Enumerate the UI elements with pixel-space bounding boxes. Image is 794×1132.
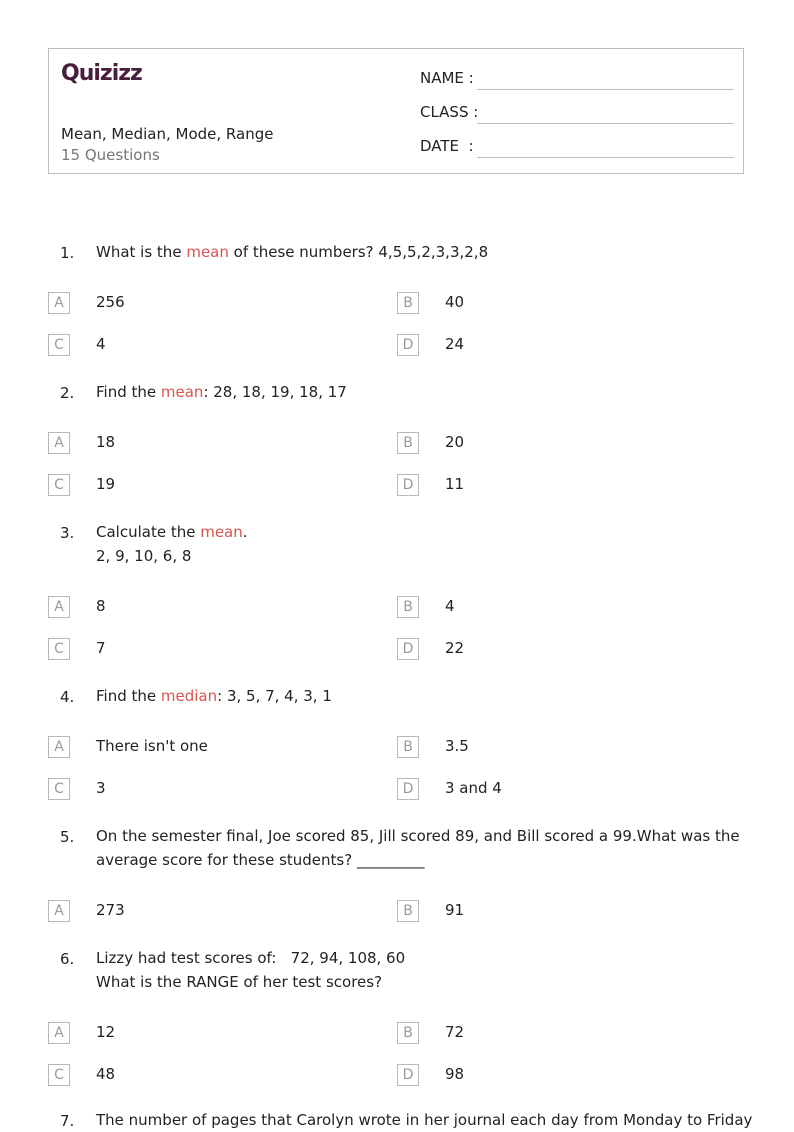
question-text-line: average score for these students? _________ (96, 851, 425, 869)
option-text: 4 (445, 597, 455, 615)
option-letter-box[interactable]: B (397, 1022, 419, 1044)
option-letter-box[interactable]: A (48, 736, 70, 758)
option-text: 3.5 (445, 737, 469, 755)
option-letter-box[interactable]: C (48, 778, 70, 800)
option-text: 4 (96, 335, 106, 353)
option-b[interactable] (397, 736, 697, 760)
option-letter-box[interactable]: D (397, 778, 419, 800)
question-text (96, 1108, 753, 1132)
question-text-line: Lizzy had test scores of: 72, 94, 108, 60 (96, 949, 406, 967)
quizizz-logo-text: Quizizz (61, 61, 142, 86)
option-letter-box[interactable]: D (397, 638, 419, 660)
option-a[interactable] (48, 736, 348, 760)
question-text-line: Find the median: 3, 5, 7, 4, 3, 1 (96, 687, 332, 705)
option-letter-box[interactable]: C (48, 638, 70, 660)
highlighted-term: mean (160, 383, 204, 401)
option-text: 91 (445, 901, 465, 919)
option-text: 72 (445, 1023, 465, 1041)
option-text: 98 (445, 1065, 465, 1083)
option-b[interactable] (397, 432, 697, 456)
option-text: 20 (445, 433, 465, 451)
question-text-line: What is the mean of these numbers? 4,5,5,2,3,3,2,8 (96, 243, 489, 261)
question-number: 1. (60, 244, 75, 262)
quizizz-logo (61, 57, 153, 87)
option-text: 273 (96, 901, 125, 919)
question-text-line: Calculate the mean. (96, 523, 248, 541)
option-letter-box[interactable]: B (397, 900, 419, 922)
option-c[interactable] (48, 778, 348, 802)
question-number: 4. (60, 688, 75, 706)
option-c[interactable] (48, 334, 348, 358)
question-text (96, 520, 746, 568)
option-b[interactable] (397, 292, 697, 316)
option-text: 3 (96, 779, 106, 797)
option-d[interactable] (397, 778, 697, 802)
question-number: 7. (60, 1112, 75, 1130)
option-text: 256 (96, 293, 125, 311)
highlighted-term: median (160, 687, 218, 705)
question-text (96, 380, 746, 404)
option-letter-box[interactable]: C (48, 1064, 70, 1086)
option-b[interactable] (397, 1022, 697, 1046)
option-text: 12 (96, 1023, 116, 1041)
option-a[interactable] (48, 292, 348, 316)
option-c[interactable] (48, 638, 348, 662)
highlighted-term: mean (200, 523, 243, 541)
option-a[interactable] (48, 596, 348, 620)
question-text (96, 684, 746, 708)
question-number: 5. (60, 828, 75, 846)
option-letter-box[interactable]: D (397, 474, 419, 496)
option-text: 22 (445, 639, 465, 657)
option-letter-box[interactable]: A (48, 900, 70, 922)
question-text-line: Find the mean: 28, 18, 19, 18, 17 (96, 383, 347, 401)
option-letter-box[interactable]: D (397, 1064, 419, 1086)
option-d[interactable] (397, 334, 697, 358)
question-text-line: The number of pages that Carolyn wrote in her journal each day from Monday to Friday (96, 1111, 753, 1129)
date-label: DATE : (420, 137, 474, 155)
option-a[interactable] (48, 1022, 348, 1046)
question-count: 15 Questions (61, 146, 160, 164)
option-d[interactable] (397, 1064, 697, 1088)
option-text: 24 (445, 335, 465, 353)
option-b[interactable] (397, 596, 697, 620)
option-text: 48 (96, 1065, 116, 1083)
option-text: There isn't one (96, 737, 208, 755)
option-letter-box[interactable]: B (397, 292, 419, 314)
worksheet-header (48, 48, 744, 174)
option-c[interactable] (48, 1064, 348, 1088)
option-letter-box[interactable]: A (48, 596, 70, 618)
option-text: 18 (96, 433, 116, 451)
name-label: NAME : (420, 69, 474, 87)
date-field (420, 137, 734, 157)
worksheet-title: Mean, Median, Mode, Range (61, 125, 274, 143)
question-text-line: 2, 9, 10, 6, 8 (96, 547, 192, 565)
name-line[interactable] (477, 89, 734, 90)
highlighted-term: mean (186, 243, 229, 261)
option-letter-box[interactable]: B (397, 432, 419, 454)
option-a[interactable] (48, 432, 348, 456)
class-line[interactable] (477, 123, 734, 124)
option-b[interactable] (397, 900, 697, 924)
question-number: 3. (60, 524, 75, 542)
option-letter-box[interactable]: C (48, 474, 70, 496)
option-letter-box[interactable]: D (397, 334, 419, 356)
option-letter-box[interactable]: A (48, 432, 70, 454)
option-a[interactable] (48, 900, 348, 924)
name-field (420, 69, 734, 89)
option-text: 11 (445, 475, 465, 493)
option-letter-box[interactable]: A (48, 1022, 70, 1044)
question-number: 6. (60, 950, 75, 968)
option-letter-box[interactable]: A (48, 292, 70, 314)
option-letter-box[interactable]: C (48, 334, 70, 356)
option-d[interactable] (397, 638, 697, 662)
option-text: 8 (96, 597, 106, 615)
date-line[interactable] (477, 157, 734, 158)
question-text (96, 824, 746, 872)
option-text: 40 (445, 293, 465, 311)
question-text-line: On the semester final, Joe scored 85, Jill scored 89, and Bill scored a 99.What was the (96, 827, 740, 845)
class-field (420, 103, 734, 123)
question-text (96, 946, 746, 994)
question-number: 2. (60, 384, 75, 402)
option-text: 19 (96, 475, 116, 493)
question-text (96, 240, 746, 264)
option-text: 7 (96, 639, 106, 657)
option-text: 3 and 4 (445, 779, 502, 797)
question-text-line: What is the RANGE of her test scores? (96, 973, 383, 991)
option-letter-box[interactable]: B (397, 596, 419, 618)
class-label: CLASS : (420, 103, 479, 121)
option-c[interactable] (48, 474, 348, 498)
option-letter-box[interactable]: B (397, 736, 419, 758)
option-d[interactable] (397, 474, 697, 498)
